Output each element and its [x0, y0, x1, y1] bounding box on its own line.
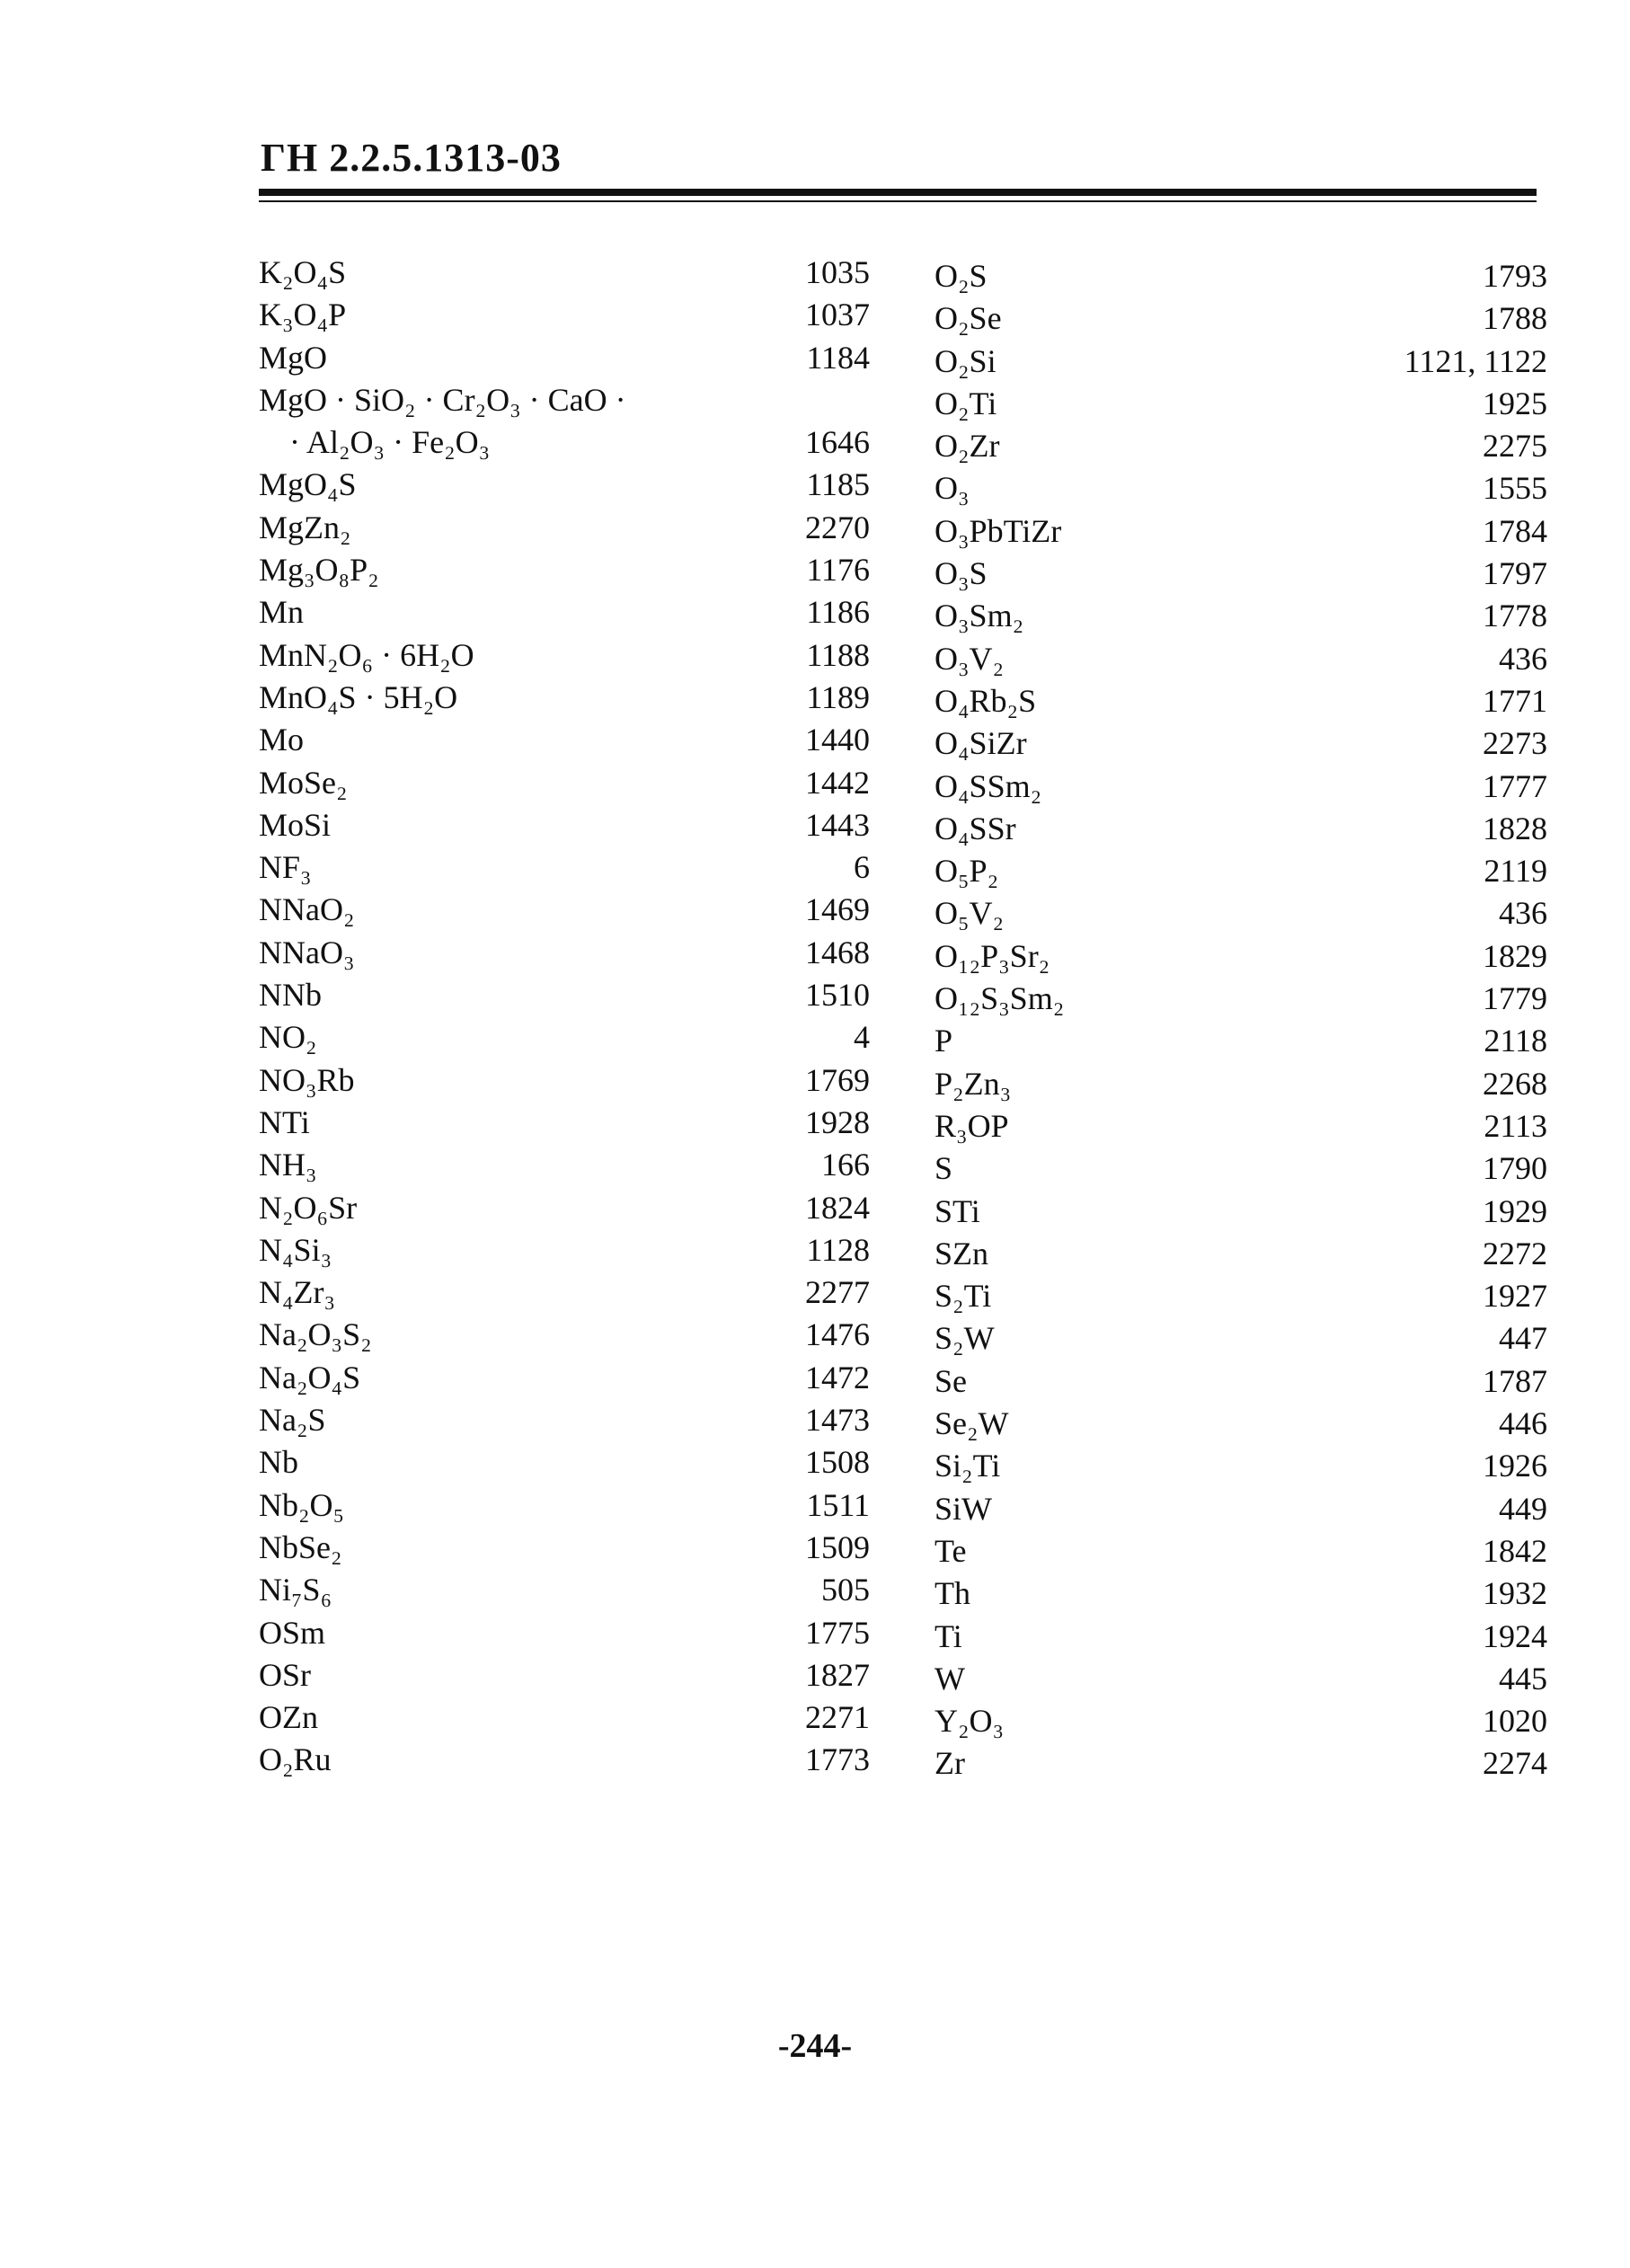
index-entry — [259, 1739, 870, 1781]
formula: O₃PbTiZr — [935, 512, 1062, 549]
index-entry — [935, 638, 1547, 680]
index-entry — [259, 1016, 870, 1059]
formula: Ni₇S₆ — [259, 1572, 332, 1608]
formula: P — [935, 1023, 953, 1059]
index-entry — [935, 1233, 1547, 1275]
index-entry — [935, 722, 1547, 765]
reference-number: 2273 — [1483, 725, 1547, 762]
index-entry — [935, 1020, 1547, 1062]
formula: NNaO₂ — [259, 891, 355, 928]
formula: NH₃ — [259, 1147, 317, 1183]
formula: N₄Si₃ — [259, 1231, 332, 1268]
reference-number: 445 — [1499, 1660, 1547, 1697]
reference-number: 1926 — [1483, 1448, 1547, 1484]
reference-number: 2113 — [1484, 1107, 1547, 1144]
reference-number: 1020 — [1483, 1703, 1547, 1740]
reference-number: 2118 — [1484, 1023, 1547, 1059]
formula: Mn — [259, 594, 305, 631]
formula: Th — [935, 1575, 970, 1612]
formula: NbSe₂ — [259, 1528, 342, 1565]
reference-number: 1555 — [1483, 470, 1547, 507]
reference-number: 1185 — [806, 466, 870, 503]
index-entry — [935, 850, 1547, 892]
reference-number: 1827 — [805, 1656, 870, 1693]
index-entry — [935, 892, 1547, 935]
formula: O₃Sm₂ — [935, 598, 1024, 634]
formula: MgO₄S — [259, 466, 357, 503]
index-entry — [259, 549, 870, 591]
formula: Ti — [935, 1617, 962, 1654]
index-entry — [259, 1271, 870, 1314]
index-entry — [259, 1569, 870, 1611]
formula: NO₃Rb — [259, 1061, 355, 1098]
reference-number: 2119 — [1484, 853, 1547, 890]
index-entry — [935, 1742, 1547, 1785]
reference-number: 1797 — [1483, 555, 1547, 592]
reference-number: 1828 — [1483, 810, 1547, 846]
index-entry — [935, 766, 1547, 808]
formula: NNb — [259, 977, 322, 1014]
index-column-right — [935, 252, 1547, 1782]
formula: Te — [935, 1532, 967, 1569]
reference-number: 1927 — [1483, 1278, 1547, 1315]
reference-number: 1929 — [1483, 1192, 1547, 1229]
index-entry — [935, 808, 1547, 850]
index-entry — [935, 1573, 1547, 1615]
index-entry — [259, 379, 870, 421]
index-entry — [935, 1530, 1547, 1573]
index-entry — [259, 337, 870, 379]
formula: O₃S — [935, 555, 988, 592]
index-entry — [259, 1484, 870, 1527]
index-entry — [259, 294, 870, 336]
reference-number: 1510 — [805, 977, 870, 1014]
index-entry — [935, 1191, 1547, 1233]
reference-number: 1646 — [805, 424, 870, 461]
index-entry — [259, 1229, 870, 1271]
reference-number: 1184 — [806, 339, 870, 376]
formula: OZn — [259, 1699, 318, 1736]
formula: MgO — [259, 339, 328, 376]
reference-number: 1473 — [805, 1402, 870, 1439]
index-entry — [259, 719, 870, 761]
formula: O₂Zr — [935, 428, 1000, 465]
formula: MoSe₂ — [259, 764, 348, 801]
reference-number: 1778 — [1483, 598, 1547, 634]
index-entry — [935, 255, 1547, 297]
index-entry — [935, 297, 1547, 340]
reference-number: 1037 — [805, 297, 870, 333]
index-entry — [259, 634, 870, 677]
reference-number: 1128 — [806, 1231, 870, 1268]
reference-number: 1773 — [805, 1741, 870, 1778]
formula: MnN₂O₆ · 6H₂O — [259, 636, 474, 673]
index-entry — [935, 1105, 1547, 1147]
header-rule-thick — [259, 189, 1537, 196]
reference-number: 1508 — [805, 1444, 870, 1481]
reference-number: 2274 — [1483, 1745, 1547, 1782]
formula: O₄SSr — [935, 810, 1016, 846]
reference-number: 2268 — [1483, 1065, 1547, 1102]
formula: O₅P₂ — [935, 853, 999, 890]
reference-number: 4 — [854, 1019, 870, 1056]
formula: MoSi — [259, 806, 332, 843]
formula: NF₃ — [259, 849, 312, 886]
reference-number: 1771 — [1483, 682, 1547, 719]
reference-number: 1121, 1122 — [1404, 342, 1547, 379]
reference-number: 2275 — [1483, 428, 1547, 465]
index-entry — [259, 889, 870, 931]
reference-number: 1443 — [805, 806, 870, 843]
index-entry — [935, 383, 1547, 425]
reference-number: 1787 — [1483, 1362, 1547, 1399]
reference-number: 447 — [1499, 1320, 1547, 1357]
formula: Na₂O₃S₂ — [259, 1316, 372, 1353]
index-entry — [259, 1399, 870, 1441]
reference-number: 1469 — [805, 891, 870, 928]
reference-number: 2270 — [805, 509, 870, 545]
formula: OSm — [259, 1614, 326, 1651]
index-entry — [935, 553, 1547, 595]
page-header-title: ГН 2.2.5.1313-03 — [261, 136, 562, 180]
formula: O₃ — [935, 470, 970, 507]
reference-number: 1779 — [1483, 980, 1547, 1017]
formula: O₂Se — [935, 300, 1002, 337]
index-column-left — [259, 252, 870, 1782]
index-entry — [935, 1317, 1547, 1360]
index-entry — [259, 1697, 870, 1739]
formula: SZn — [935, 1235, 989, 1271]
formula: NNaO₃ — [259, 934, 355, 970]
reference-number: 1189 — [806, 678, 870, 715]
formula: O₂Si — [935, 342, 997, 379]
formula: NO₂ — [259, 1019, 317, 1056]
index-entry — [935, 1275, 1547, 1317]
formula: NTi — [259, 1103, 310, 1140]
reference-number: 1829 — [1483, 937, 1547, 974]
reference-number: 1788 — [1483, 300, 1547, 337]
formula: K₃O₄P — [259, 297, 347, 333]
formula: Mo — [259, 722, 305, 758]
reference-number: 436 — [1499, 640, 1547, 677]
index-entry — [259, 507, 870, 549]
index-entry — [935, 595, 1547, 637]
reference-number: 1928 — [805, 1103, 870, 1140]
index-entry — [259, 1441, 870, 1484]
formula: MnO₄S · 5H₂O — [259, 678, 458, 715]
formula: O₂Ru — [259, 1741, 332, 1778]
reference-number: 1509 — [805, 1528, 870, 1565]
reference-number: 1511 — [806, 1486, 870, 1523]
reference-number: 1476 — [805, 1316, 870, 1353]
formula: MgO · SiO₂ · Cr₂O₃ · CaO · — [259, 381, 626, 418]
index-entry — [935, 680, 1547, 722]
reference-number: 1188 — [806, 636, 870, 673]
formula: Na₂O₄S — [259, 1359, 361, 1395]
index-entry — [935, 1700, 1547, 1742]
formula: S₂Ti — [935, 1278, 992, 1315]
reference-number: 1186 — [806, 594, 870, 631]
formula: P₂Zn₃ — [935, 1065, 1012, 1102]
index-entry — [935, 341, 1547, 383]
formula: STi — [935, 1192, 980, 1229]
index-entry — [935, 510, 1547, 553]
reference-number: 1035 — [805, 254, 870, 290]
header-rule-thin — [259, 200, 1537, 202]
index-entry — [259, 464, 870, 506]
formula: O₅V₂ — [935, 895, 1005, 932]
formula: O₂Ti — [935, 385, 997, 421]
index-entry — [259, 974, 870, 1016]
formula: R₃OP — [935, 1107, 1009, 1144]
index-entry — [259, 677, 870, 719]
reference-number: 1842 — [1483, 1532, 1547, 1569]
formula: MgZn₂ — [259, 509, 351, 545]
reference-number: 505 — [821, 1572, 870, 1608]
index-entry — [935, 935, 1547, 978]
index-entry — [259, 1102, 870, 1144]
formula: K₂O₄S — [259, 254, 347, 290]
formula: Nb₂O₅ — [259, 1486, 345, 1523]
index-entry — [259, 591, 870, 633]
index-entry — [259, 1357, 870, 1399]
formula: O₃V₂ — [935, 640, 1005, 677]
reference-number: 2272 — [1483, 1235, 1547, 1271]
formula: N₄Zr₃ — [259, 1274, 336, 1311]
index-entry — [935, 1616, 1547, 1658]
reference-number: 1775 — [805, 1614, 870, 1651]
reference-number: 1924 — [1483, 1617, 1547, 1654]
reference-number: 1777 — [1483, 767, 1547, 804]
formula: Se — [935, 1362, 967, 1399]
formula: O₂S — [935, 258, 988, 294]
formula: · Al₂O₃ · Fe₂O₃ — [289, 424, 491, 461]
index-entry — [935, 1063, 1547, 1105]
formula: OSr — [259, 1656, 312, 1693]
formula: Mg₃O₈P₂ — [259, 552, 379, 589]
formula: Y₂O₃ — [935, 1703, 1005, 1740]
formula: Nb — [259, 1444, 298, 1481]
index-entry — [935, 1488, 1547, 1530]
reference-number: 436 — [1499, 895, 1547, 932]
index-entry — [259, 846, 870, 889]
index-entry — [259, 1527, 870, 1569]
reference-number: 166 — [821, 1147, 870, 1183]
index-entry — [935, 1445, 1547, 1487]
formula: S₂W — [935, 1320, 995, 1357]
index-entry — [259, 932, 870, 974]
index-entry — [259, 1187, 870, 1229]
reference-number: 1793 — [1483, 258, 1547, 294]
index-entry — [935, 1403, 1547, 1445]
index-entry — [935, 978, 1547, 1020]
formula: Si₂Ti — [935, 1448, 1001, 1484]
formula: W — [935, 1660, 965, 1697]
reference-number: 449 — [1499, 1490, 1547, 1527]
reference-number: 1784 — [1483, 512, 1547, 549]
reference-number: 1790 — [1483, 1150, 1547, 1187]
index-entry — [935, 1360, 1547, 1403]
index-entry — [259, 1612, 870, 1654]
formula: O₄SiZr — [935, 725, 1027, 762]
formula: O₁₂S₃Sm₂ — [935, 980, 1065, 1017]
index-entry — [259, 252, 870, 294]
formula: S — [935, 1150, 953, 1187]
reference-number: 2277 — [805, 1274, 870, 1311]
reference-number: 1440 — [805, 722, 870, 758]
formula: SiW — [935, 1490, 993, 1527]
formula: N₂O₆Sr — [259, 1189, 358, 1226]
reference-number: 1925 — [1483, 385, 1547, 421]
formula: O₁₂P₃Sr₂ — [935, 937, 1050, 974]
reference-number: 1468 — [805, 934, 870, 970]
index-entry — [259, 762, 870, 804]
index-entry — [935, 467, 1547, 509]
index-entry — [259, 1314, 870, 1356]
formula: Na₂S — [259, 1402, 326, 1439]
reference-number: 1472 — [805, 1359, 870, 1395]
formula: O₄SSm₂ — [935, 767, 1042, 804]
page-number: -244- — [777, 2027, 853, 2065]
reference-number: 1442 — [805, 764, 870, 801]
reference-number: 6 — [854, 849, 870, 886]
formula: O₄Rb₂S — [935, 682, 1037, 719]
index-entry — [259, 1144, 870, 1186]
formula: Zr — [935, 1745, 965, 1782]
index-entry — [935, 1658, 1547, 1700]
formula: Se₂W — [935, 1405, 1009, 1442]
reference-number: 1932 — [1483, 1575, 1547, 1612]
reference-number: 1176 — [806, 552, 870, 589]
index-entry — [259, 421, 870, 464]
index-entry — [935, 1147, 1547, 1190]
index-entry — [935, 425, 1547, 467]
reference-number: 446 — [1499, 1405, 1547, 1442]
index-entry — [259, 1059, 870, 1102]
index-entry — [259, 804, 870, 846]
reference-number: 1769 — [805, 1061, 870, 1098]
index-entry — [259, 1654, 870, 1697]
reference-number: 2271 — [805, 1699, 870, 1736]
reference-number: 1824 — [805, 1189, 870, 1226]
